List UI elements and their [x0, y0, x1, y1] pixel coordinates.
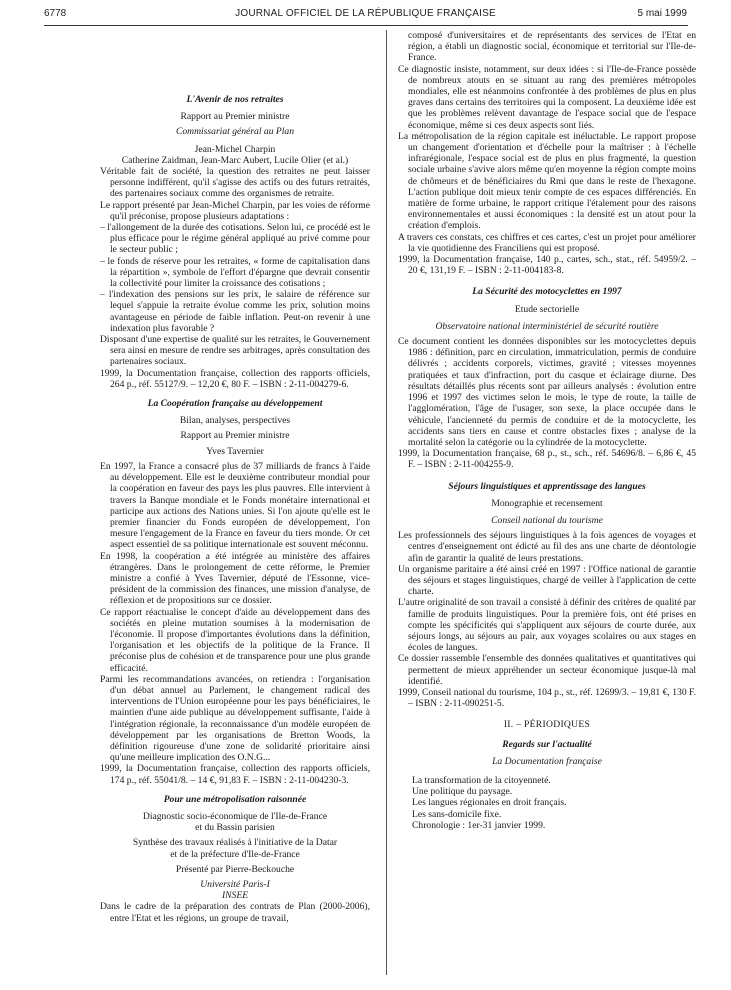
paragraph: Un organisme paritaire a été ainsi créé en 1997 : l'Office national de garantie des séjours et stages linguistiques, chargé de veiller à l'application de cette charte. [398, 563, 696, 598]
bibliographic-reference: 1999, la Documentation française, 140 p., cartes, sch., stat., réf. 54959/2. – 20 €, 131,19 F. – ISBN : 2-11-004183-8. [398, 254, 696, 277]
entry-organization: Observatoire national interministériel de sécurité routière [435, 320, 659, 332]
bibliographic-reference: 1999, la Documentation française, collection des rapports officiels, 264 p., réf. 55127/9. – 12,20 €, 80 F. – ISBN : 2-11-004279-6. [100, 367, 370, 390]
paragraph: Ce document contient les données disponibles sur les motocyclettes depuis 1986 : définition, parc en circulation, immatriculation, permis de conduire délivrés ; accidents corporels, victimes, gravité ; vitesses moyennes pratiquées et taux d'infraction, port du casque et éclairage diurne. Des résultats détaillés plus récents sont par ailleurs analysés : évolution entre 1996 et 1997 des victimes selon le mois, le type de route, la taille de l'agglomération, l'âge de l'usager, son sexe, la place occupée dans le véhicule, l'ancienneté du permis de conduire et de la motocyclette, les accidents sans tiers en cause et contre obstacles fixes ; analyse de la mortalité selon la catégorie ou la cylindrée de la motocyclette. [398, 336, 696, 448]
left-column [100, 94, 370, 924]
paragraph: Ce rapport réactualise le concept d'aide au développement dans des sociétés en pleine mutation soumises à la modernisation de l'économie. Il propose d'importantes évolutions dans la définition, l'organisation et les objectifs de la politique de la France. Il préconise plus de cohésion et de transparence pour une plus grande efficacité. [100, 606, 370, 674]
entry-presenter: Présenté par Pierre-Beckouche [175, 863, 295, 875]
paragraph-continuation: composé d'universitaires et de représentants des services de l'Etat en région, a établi un diagnostic social, économique et territorial sur l'Ile-de-France. [408, 30, 696, 64]
paragraph: Les professionnels des séjours linguistiques à la fois agences de voyages et centres d'enseignement ont édicté au fil des ans une charte de déontologie afin de garantir la qualité de leurs prestations. [398, 530, 696, 564]
list-item: Les sans-domicile fixe. [412, 808, 502, 820]
journal-title: JOURNAL OFFICIEL DE LA RÉPUBLIQUE FRANÇAISE [235, 8, 496, 19]
entry-organization: Conseil national du tourisme [491, 514, 603, 526]
section-heading: II. – PÉRIODIQUES [503, 719, 591, 731]
paragraph: – l'allongement de la durée des cotisations. Selon lui, ce procédé est le plus efficace pour le régime général appliqué au privé comme pour le secteur public ; [100, 222, 370, 256]
paragraph: Le rapport présenté par Jean-Michel Charpin, par les voies de réforme qu'il préconise, propose plusieurs adaptations : [100, 199, 370, 222]
entry-author: Jean-Michel Charpin [194, 143, 276, 155]
entry-author: Yves Tavernier [206, 445, 264, 457]
entry-subtitle: Synthèse des travaux réalisés à l'initiative de la Datar [132, 837, 338, 849]
entry-subtitle: Diagnostic socio-économique de l'Ile-de-France [142, 810, 328, 822]
entry-title: Séjours linguistiques et apprentissage des langues [448, 480, 646, 492]
entry-coauthors: Catherine Zaidman, Jean-Marc Aubert, Lucile Olier (et al.) [121, 154, 349, 166]
column-divider [386, 30, 387, 975]
periodical-publisher: La Documentation française [492, 755, 602, 767]
bibliographic-reference: 1999, la Documentation française, collection des rapports officiels, 174 p., réf. 55041/8. – 14 €, 91,83 F. – ISBN : 2-11-004230-3. [100, 763, 370, 786]
periodical-title: Regards sur l'actualité [502, 738, 592, 750]
list-item: Une politique du paysage. [412, 786, 513, 798]
paragraph: L'autre originalité de son travail a consisté à définir des critères de qualité par famille de produits linguistiques. Pour la première fois, ont été prises en compte les spécificités qui s'appliquent aux séjours de courte durée, aux séjours longs, au séjours au pair, aux voyages scolaires ou aux stages en écoles de langues. [398, 597, 696, 654]
paragraph: Véritable fait de société, la question des retraites ne peut laisser personne indifférent, qu'il s'agisse des actifs ou des futurs retraités, des partenaires sociaux comme des organismes de retraite. [100, 166, 370, 200]
right-column [398, 30, 696, 831]
paragraph: Disposant d'une expertise de qualité sur les retraites, le Gouvernement sera ainsi en mesure de rendre ses arbitrages, après consultation des partenaires sociaux. [100, 334, 370, 368]
paragraph: Ce diagnostic insiste, notamment, sur deux idées : si l'Ile-de-France possède de nombreux atouts en se situant au rang des premières métropoles mondiales, elle est néanmoins confrontée à des problèmes de plus en plus graves dans certains des territoires qui la composent. La deuxième idée est que les problèmes relèvent davantage de l'espace social que de l'espace économique, même si ces deux aspects sont liés. [398, 63, 696, 131]
entry-organization: INSEE [221, 890, 249, 902]
paragraph: A travers ces constats, ces chiffres et ces cartes, c'est un projet pour améliorer la vie quotidienne des Franciliens qui est proposé. [398, 231, 696, 254]
paragraph: En 1998, la coopération a été intégrée au ministère des affaires étrangères. Dans le prolongement de cette réforme, le Premier ministre a confié à Yves Tavernier, député de l'Essonne, vice-président de la commission des finances, une mission d'analyse, de réflexion et de propositions sur ce dossier. [100, 550, 370, 607]
issue-date: 5 mai 1999 [637, 8, 687, 19]
list-item: La transformation de la citoyenneté. [412, 774, 551, 786]
entry-subtitle: et du Bassin parisien [195, 822, 275, 834]
paragraph: En 1997, la France a consacré plus de 37 milliards de francs à l'aide au développement. Elle est le deuxième contributeur mondial pour la coopération en faveur des pays les plus pauvres. Elle intervient à travers la Banque mondiale et le Fonds monétaire international et participe aux actions des Nations unies. Si l'on ajoute qu'elle est le premier financier du Fonds européen de développement, l'on mesure l'engagement de la France en faveur du tiers monde. Or cet aspect essentiel de sa politique internationale est souvent méconnu. [100, 460, 370, 551]
entry-subtitle: et de la préfecture d'Ile-de-France [170, 848, 300, 860]
entry-subtitle: Rapport au Premier ministre [180, 111, 290, 123]
paragraph: Ce dossier rassemble l'ensemble des données qualitatives et quantitatives qui permettent de mieux appréhender un secteur économique jusque-là mal identifié. [398, 653, 696, 687]
paragraph: – le fonds de réserve pour les retraites, « forme de capitalisation dans la répartition », symbole de l'effort d'épargne que devrait consentir la collectivité pour limiter la croissance des cotisations ; [100, 255, 370, 290]
paragraph: Dans le cadre de la préparation des contrats de Plan (2000-2006), entre l'Etat et les régions, un groupe de travail, [100, 901, 370, 924]
entry-subtitle: Bilan, analyses, perspectives [179, 415, 291, 427]
entry-organization: Université Paris-I [200, 879, 270, 890]
entry-title: Pour une métropolisation raisonnée [163, 793, 307, 805]
entry-subtitle: Etude sectorielle [514, 303, 580, 315]
entry-subtitle: Rapport au Premier ministre [180, 430, 290, 442]
list-item: Les langues régionales en droit français. [412, 797, 567, 809]
bibliographic-reference: 1999, Conseil national du tourisme, 104 p., st., réf. 12699/3. – 19,81 €, 130 F. – ISBN : 2-11-090251-5. [398, 686, 696, 710]
header-rule [44, 25, 688, 26]
entry-organization: Commissariat général au Plan [175, 126, 295, 138]
paragraph: – l'indexation des pensions sur les prix, le salaire de référence sur lequel s'appuie la retraite évolue comme les prix, solution moins avantageuse en période de faible inflation. Peut-on revenir à une indexation plus favorable ? [100, 289, 370, 334]
entry-title: La Coopération française au développement [147, 398, 323, 410]
bibliographic-reference: 1999, la Documentation française, 68 p., st., sch., réf. 54696/8. – 6,86 €, 45 F. – ISBN : 2-11-004255-9. [398, 448, 696, 471]
paragraph: Parmi les recommandations avancées, on retiendra : l'organisation d'un débat annuel au Parlement, le changement radical des interventions de l'Union européenne pour les pays bénéficiaires, le maintien d'une aide publique au développement suffisante, l'aide à l'intégration régionale, la reconnaissance d'un modèle européen de développement par les organisations de Bretton Woods, la définition rigoureuse d'une zone de solidarité prioritaire ainsi qu'une meilleure implication des O.N.G... [100, 673, 370, 764]
entry-subtitle: Monographie et recensement [491, 497, 603, 509]
paragraph: La métropolisation de la région capitale est inéluctable. Le rapport propose un changement d'orientation et d'échelle pour la maîtriser : à l'échelle infrarégionale, l'espace social est de plus en plus fragmenté, la question sociale urbaine s'avive alors même qu'en moyenne la région compte moins de chômeurs et de bénéficiaires du Rmi que dans le reste de l'hexagone. L'action publique doit mieux tenir compte de ces espaces différenciés. En matière de forme urbaine, le rapport critique l'étalement pour des raisons environnementales et aussi économiques : la densité est un atout pour la création d'emplois. [398, 130, 696, 232]
entry-title: La Sécurité des motocyclettes en 1997 [472, 286, 622, 298]
page-number: 6778 [44, 8, 67, 19]
list-item: Chronologie : 1er-31 janvier 1999. [412, 819, 546, 831]
entry-title: L'Avenir de nos retraites [186, 94, 284, 105]
